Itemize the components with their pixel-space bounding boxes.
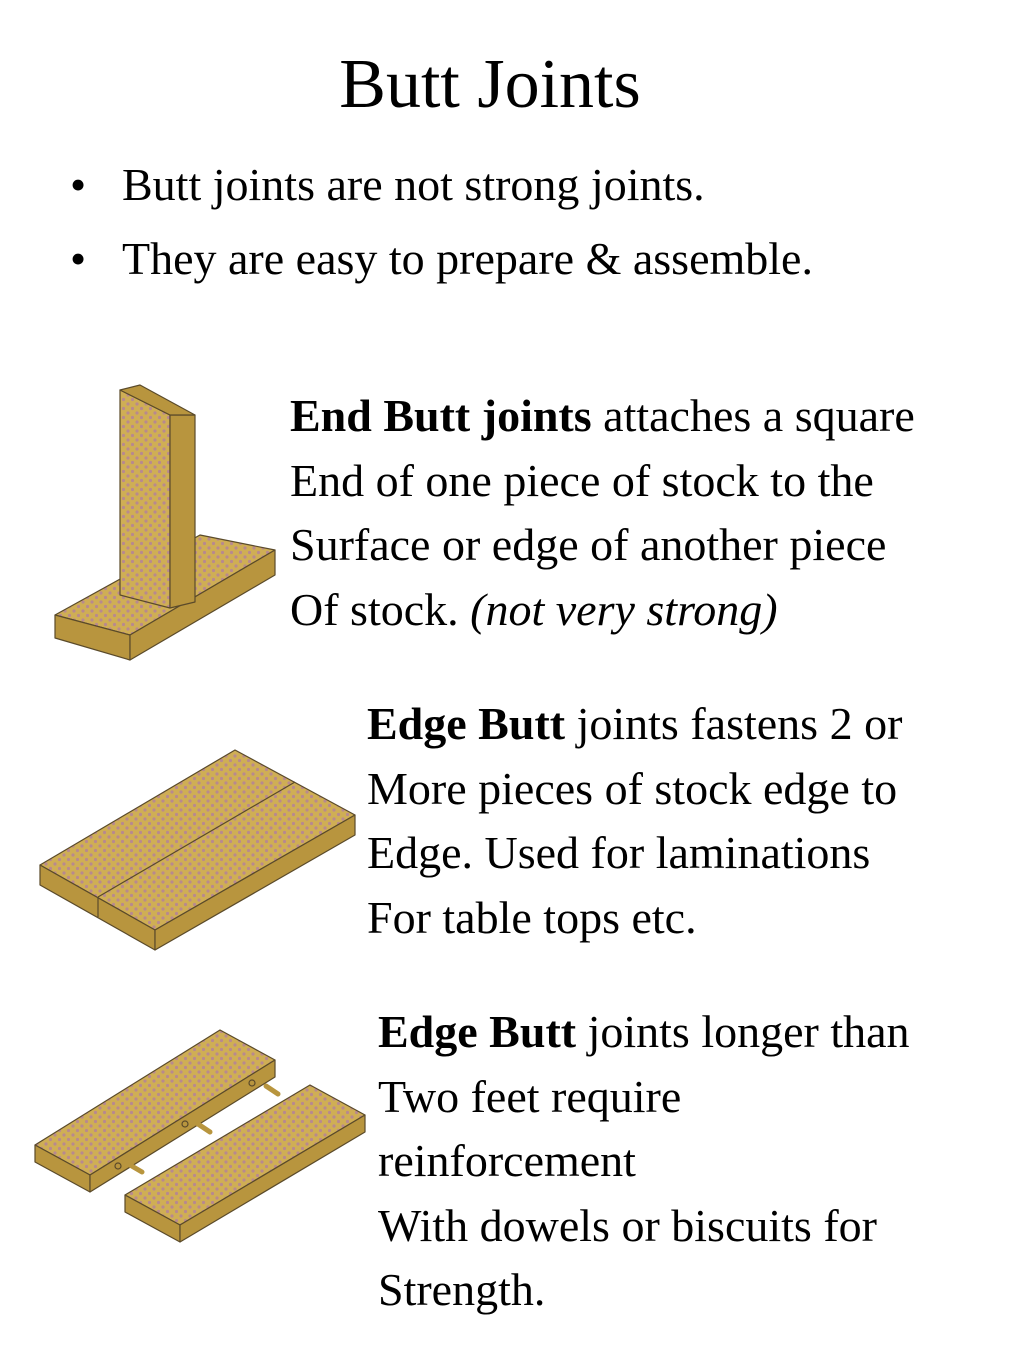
- slide-title: Butt Joints: [339, 46, 641, 123]
- dowel-hole: [115, 1163, 121, 1169]
- end-butt-joint-description: [290, 384, 915, 642]
- dowel: [198, 1124, 210, 1132]
- description-line: [378, 1000, 910, 1065]
- bullet-symbol: •: [70, 159, 87, 210]
- bullet-text: They are easy to prepare & assemble.: [122, 233, 813, 284]
- description-line: Edge. Used for laminations: [367, 827, 871, 878]
- description-line: [290, 578, 915, 643]
- upright-board-front: [120, 390, 170, 608]
- description-line: Surface or edge of another piece: [290, 519, 887, 570]
- dowel: [130, 1165, 142, 1172]
- description-text: Of stock.: [290, 583, 471, 635]
- doweled-edge-butt-joint-description: [378, 1000, 910, 1323]
- dowel-hole: [249, 1080, 255, 1086]
- description-line: Two feet require: [378, 1070, 682, 1122]
- description-text: joints fastens 2 or: [565, 698, 903, 749]
- section-heading: Edge Butt: [378, 1006, 577, 1057]
- bullet-text: Butt joints are not strong joints.: [122, 159, 705, 210]
- description-line: More pieces of stock edge to: [367, 762, 898, 814]
- description-text: joints longer than: [576, 1006, 910, 1057]
- section-heading: Edge Butt: [367, 698, 566, 749]
- edge-butt-joint-description: [367, 692, 902, 950]
- dowel-hole: [182, 1121, 188, 1127]
- description-text: attaches a square: [591, 390, 915, 441]
- bullet-item: [70, 148, 813, 222]
- end-butt-joint-illustration: [40, 370, 290, 670]
- description-line: Strength.: [378, 1264, 546, 1315]
- strength-note: (not very strong): [470, 583, 778, 635]
- dowel: [266, 1086, 278, 1094]
- description-line: End of one piece of stock to the: [290, 454, 874, 506]
- description-line: With dowels or biscuits for: [378, 1199, 877, 1251]
- bullet-symbol: •: [70, 233, 87, 284]
- doweled-edge-butt-joint-illustration: [30, 1020, 370, 1250]
- section-heading: End Butt joints: [290, 390, 592, 441]
- description-line: For table tops etc.: [367, 891, 697, 943]
- edge-butt-joint-illustration: [30, 740, 365, 955]
- bullet-list: [70, 148, 813, 296]
- bullet-item: [70, 222, 813, 296]
- description-line: [290, 384, 915, 449]
- description-line: reinforcement: [378, 1135, 636, 1186]
- upright-board-side: [170, 415, 195, 608]
- description-line: [367, 692, 902, 757]
